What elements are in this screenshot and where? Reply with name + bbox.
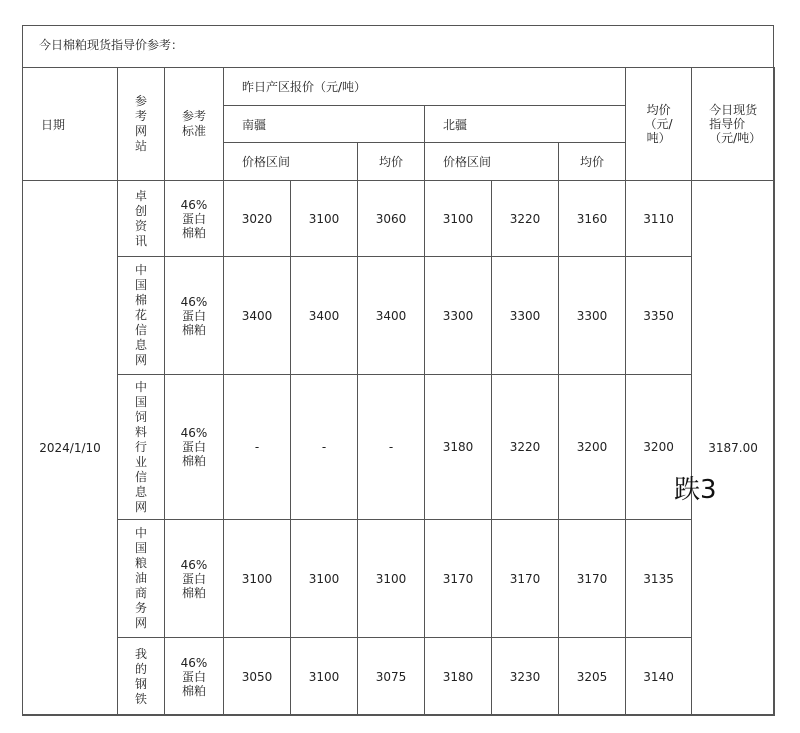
table-row (23, 257, 775, 375)
header-north-range: 价格区间 (425, 143, 559, 181)
site-cell: 卓创资讯 (118, 181, 165, 257)
south-high-cell: - (291, 375, 358, 520)
south-low-cell: 3020 (224, 181, 291, 257)
south-high-cell: 3400 (291, 257, 358, 375)
table-row (23, 520, 775, 638)
north-avg-cell: 3170 (559, 520, 626, 638)
north-low-cell: 3100 (425, 181, 492, 257)
north-low-cell: 3170 (425, 520, 492, 638)
header-yesterday: 昨日产区报价（元/吨） (224, 68, 626, 106)
header-south-avg: 均价 (358, 143, 425, 181)
north-avg-cell: 3205 (559, 638, 626, 716)
south-low-cell: 3100 (224, 520, 291, 638)
standard-cell: 46%蛋白棉粕 (165, 638, 224, 716)
site-cell: 中国饲料行业信息网 (118, 375, 165, 520)
price-change-note: 跌3 (674, 475, 717, 505)
header-row-1 (23, 68, 775, 106)
south-high-cell: 3100 (291, 181, 358, 257)
header-north: 北疆 (425, 106, 626, 143)
north-high-cell: 3170 (492, 520, 559, 638)
table-row (23, 181, 775, 257)
avg-cell: 3140 (626, 638, 692, 716)
table-row (23, 375, 775, 520)
south-low-cell: - (224, 375, 291, 520)
north-high-cell: 3230 (492, 638, 559, 716)
north-avg-cell: 3160 (559, 181, 626, 257)
price-table (22, 67, 775, 716)
standard-cell: 46%蛋白棉粕 (165, 181, 224, 257)
table-row (23, 638, 775, 716)
south-avg-cell: 3075 (358, 638, 425, 716)
page-title: 今日棉粕现货指导价参考： (23, 26, 773, 68)
standard-cell: 46%蛋白棉粕 (165, 257, 224, 375)
north-high-cell: 3220 (492, 375, 559, 520)
site-cell: 中国棉花信息网 (118, 257, 165, 375)
north-high-cell: 3220 (492, 181, 559, 257)
south-high-cell: 3100 (291, 638, 358, 716)
header-north-avg: 均价 (559, 143, 626, 181)
today-price-cell: 3187.00 (692, 181, 775, 716)
north-avg-cell: 3300 (559, 257, 626, 375)
site-cell: 我的钢铁 (118, 638, 165, 716)
header-site: 参考网站 (118, 68, 165, 181)
north-high-cell: 3300 (492, 257, 559, 375)
avg-cell: 3135 (626, 520, 692, 638)
header-avg: 均价（元/吨） (626, 68, 692, 181)
header-date: 日期 (23, 68, 118, 181)
south-avg-cell: 3100 (358, 520, 425, 638)
standard-cell: 46%蛋白棉粕 (165, 520, 224, 638)
avg-cell: 3350 (626, 257, 692, 375)
south-avg-cell: 3400 (358, 257, 425, 375)
south-avg-cell: - (358, 375, 425, 520)
site-cell: 中国粮油商务网 (118, 520, 165, 638)
south-avg-cell: 3060 (358, 181, 425, 257)
north-low-cell: 3180 (425, 638, 492, 716)
header-standard: 参考标准 (165, 68, 224, 181)
north-low-cell: 3180 (425, 375, 492, 520)
north-low-cell: 3300 (425, 257, 492, 375)
south-high-cell: 3100 (291, 520, 358, 638)
header-south-range: 价格区间 (224, 143, 358, 181)
south-low-cell: 3400 (224, 257, 291, 375)
avg-cell: 3110 (626, 181, 692, 257)
date-cell: 2024/1/10 (23, 181, 118, 716)
avg-cell: 3200 (626, 375, 692, 520)
south-low-cell: 3050 (224, 638, 291, 716)
north-avg-cell: 3200 (559, 375, 626, 520)
header-today: 今日现货指导价（元/吨） (692, 68, 775, 181)
standard-cell: 46%蛋白棉粕 (165, 375, 224, 520)
header-south: 南疆 (224, 106, 425, 143)
